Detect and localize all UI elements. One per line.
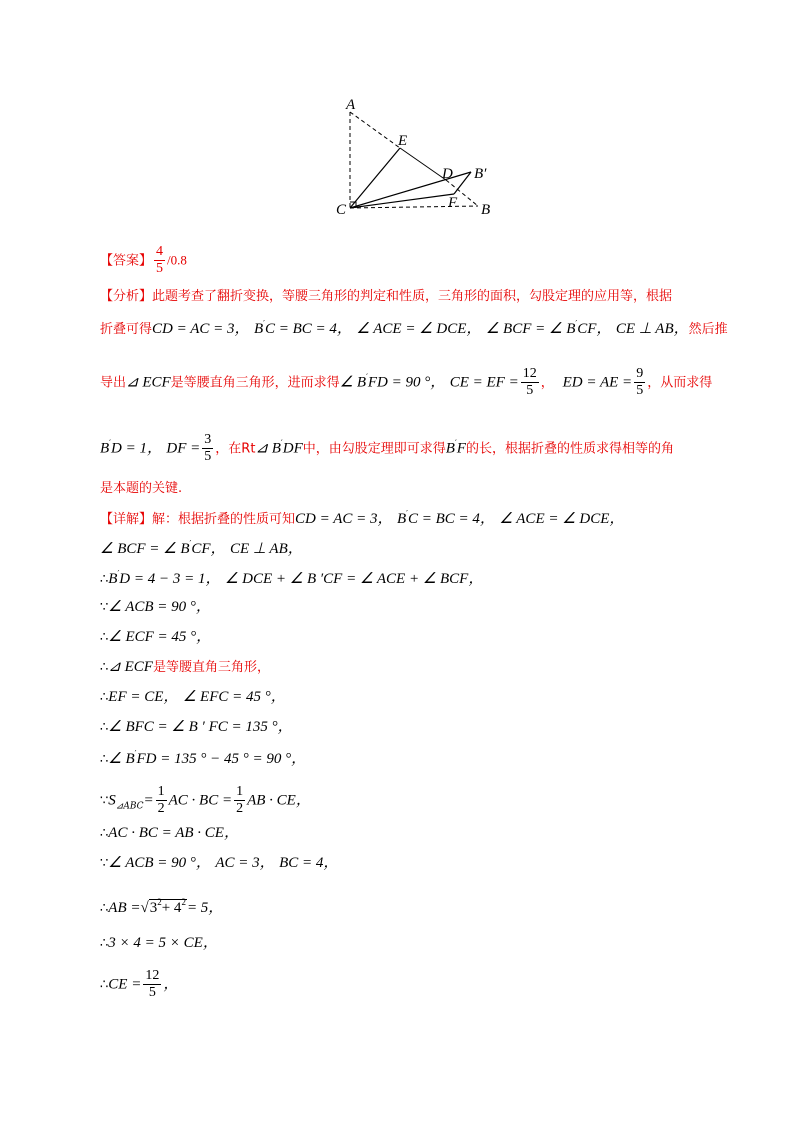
- detail-math: = 5，: [186, 900, 224, 916]
- detail-line-12: [100, 856, 338, 871]
- analysis-tag: 【分析】: [100, 289, 153, 304]
- analysis-text: 是等腰直角三角形，进而求得: [170, 375, 340, 391]
- analysis-math: DF =: [166, 440, 201, 457]
- fraction-num: 9: [636, 366, 644, 381]
- detail-line-10: [100, 784, 311, 817]
- detail-math: CE =: [108, 976, 142, 993]
- analysis-math: B: [253, 321, 264, 337]
- segment-cb: [350, 206, 478, 208]
- label-a: A: [346, 97, 356, 113]
- sqrt-term: + 4: [161, 900, 182, 916]
- analysis-line-4: B′D = 1， DF = $\frac{3}{5}$ ，在Rt⊿ B′DF中，由勾股定理即可求得B′F的长，根据折叠的性质求得相等的角: [100, 432, 674, 464]
- detail-math: FD = 135 ° − 45 ° = 90 °，: [136, 751, 307, 767]
- detail-line-5: [100, 630, 211, 645]
- detail-math: CF，: [191, 541, 226, 557]
- detail-math: ，: [163, 976, 179, 993]
- answer-numerator: 4: [156, 244, 164, 259]
- label-c: C: [336, 202, 347, 218]
- analysis-math: ⊿ ECF: [126, 374, 171, 391]
- fraction-3-5: [202, 432, 213, 465]
- detail-text: 是等腰直角三角形，: [152, 660, 270, 675]
- detail-math: ∠ BFC = ∠ B ′ FC = 135 °，: [108, 719, 293, 735]
- detail-line-9: ∴∠ B′FD = 135 ° − 45 ° = 90 °，: [100, 749, 307, 767]
- analysis-text: ，: [540, 375, 554, 391]
- analysis-text-1: 此题考查了翻折变换，等腰三角形的判定和性质，三角形的面积，勾股定理的应用等，根据: [152, 289, 673, 304]
- analysis-math: CD = AC = 3，: [152, 321, 250, 337]
- therefore-symbol: ∴: [100, 720, 109, 735]
- fraction-den: 5: [526, 383, 534, 398]
- sqrt-term: 3: [149, 900, 158, 916]
- fraction-num: 12: [145, 968, 160, 983]
- answer-fraction: [154, 244, 165, 277]
- analysis-line-3: 导出⊿ ECF是等腰直角三角形，进而求得∠ B′FD = 90 °， CE = EF = $\frac{12}{5}$ ， ED = AE = $\frac{9}{5}$ ，从而求得: [100, 366, 713, 398]
- analysis-line-5: [100, 482, 182, 495]
- answer-tag: 【答案】: [100, 253, 153, 269]
- detail-line-11: [100, 826, 239, 841]
- geometry-figure: [330, 90, 510, 225]
- analysis-math: DF: [282, 440, 303, 457]
- analysis-math: ∠ BCF = ∠ B: [485, 321, 576, 337]
- segment-ed: [400, 148, 446, 180]
- detail-math: AB =: [108, 900, 141, 916]
- detail-line-1: 【详解】解：根据折叠的性质可知CD = AC = 3， B′C = BC = 4， ∠ ACE = ∠ DCE，: [100, 509, 625, 527]
- label-b-prime: B′: [474, 166, 487, 182]
- answer-denominator: 5: [156, 261, 164, 276]
- fraction-den: 2: [236, 801, 244, 816]
- detail-math: ∠ ACB = 90 °，: [108, 599, 211, 615]
- detail-math: AC = 3，: [215, 855, 275, 871]
- detail-line-7: [100, 690, 286, 705]
- therefore-symbol: ∴: [100, 901, 109, 916]
- detail-math: C = BC = 4，: [407, 511, 495, 527]
- analysis-math: CE = EF =: [449, 374, 519, 391]
- detail-math: ⊿ ECF: [108, 659, 153, 675]
- triangle-diagram: [330, 90, 510, 225]
- analysis-text: 折叠可得: [100, 322, 153, 337]
- fraction-9-5: [634, 366, 645, 399]
- area-subscript: ⊿ABC: [115, 801, 144, 812]
- analysis-math: ⊿ B: [255, 440, 281, 457]
- detail-math: ∠ B: [108, 751, 135, 767]
- detail-math: EF = CE，: [108, 689, 179, 705]
- detail-math: ∠ ACE = ∠ DCE，: [499, 511, 625, 527]
- therefore-symbol: ∴: [100, 630, 109, 645]
- detail-line-8: [100, 720, 293, 735]
- because-symbol: ∵: [100, 793, 109, 809]
- analysis-line-2: 折叠可得CD = AC = 3， B′C = BC = 4， ∠ ACE = ∠ DCE， ∠ BCF = ∠ B′CF， CE ⊥ AB，然后推: [100, 319, 728, 337]
- fraction-one-half-2: [234, 784, 245, 817]
- therefore-symbol: ∴: [100, 936, 109, 951]
- fraction-12-5-final: [143, 968, 161, 1001]
- detail-math: D = 4 − 3 = 1，: [119, 571, 221, 587]
- detail-math: CD = AC = 3，: [295, 511, 393, 527]
- analysis-math: CE ⊥ AB，: [615, 321, 689, 337]
- detail-math: =: [143, 792, 154, 809]
- fraction-num: 12: [522, 366, 537, 381]
- answer-decimal: /0.8: [167, 252, 187, 268]
- fraction-den: 5: [204, 449, 212, 464]
- detail-math: BC = 4，: [279, 855, 339, 871]
- analysis-text: 是本题的关键.: [100, 481, 183, 496]
- analysis-math: C = BC = 4，: [264, 321, 352, 337]
- detail-math: 3 × 4 = 5 × CE，: [108, 935, 218, 951]
- because-symbol: ∵: [100, 600, 109, 615]
- label-b: B: [481, 202, 491, 218]
- detail-math: ∠ ECF = 45 °，: [108, 629, 212, 645]
- detail-line-3: ∴B′D = 4 − 3 = 1， ∠ DCE + ∠ B ′CF = ∠ ACE + ∠ BCF，: [100, 569, 484, 587]
- detail-math: AC · BC = AB · CE，: [108, 825, 239, 841]
- analysis-text: 中，由勾股定理即可求得: [302, 441, 446, 457]
- detail-math: AC · BC =: [168, 792, 233, 809]
- analysis-text: 然后推: [688, 322, 728, 337]
- segment-fb-prime: [454, 172, 471, 194]
- detail-math: B: [108, 571, 118, 587]
- fraction-num: 1: [157, 784, 165, 799]
- fraction-den: 5: [148, 985, 156, 1000]
- detail-math: AB · CE，: [247, 792, 311, 809]
- fraction-num: 1: [236, 784, 244, 799]
- analysis-line-1: [100, 290, 672, 303]
- therefore-symbol: ∴: [100, 752, 109, 767]
- therefore-symbol: ∴: [100, 826, 109, 841]
- analysis-math: ED = AE =: [562, 374, 633, 391]
- detail-text: 解：根据折叠的性质可知: [152, 512, 296, 527]
- analysis-math: CF，: [577, 321, 612, 337]
- detail-line-4: [100, 600, 211, 615]
- detail-math: S: [108, 792, 116, 809]
- exponent: 2: [157, 897, 162, 907]
- answer-line: [100, 244, 187, 277]
- analysis-text: ，从而求得: [647, 375, 713, 391]
- analysis-math: FD = 90 °，: [367, 374, 446, 391]
- therefore-symbol: ∴: [100, 977, 109, 993]
- detail-tag: 【详解】: [100, 512, 153, 527]
- sqrt-expression: [149, 899, 187, 916]
- label-f: F: [448, 195, 458, 211]
- therefore-symbol: ∴: [100, 690, 109, 705]
- fraction-num: 3: [204, 432, 212, 447]
- detail-math: B: [396, 511, 407, 527]
- analysis-text: 导出: [100, 375, 127, 391]
- analysis-math: B: [100, 440, 110, 457]
- segment-ce: [350, 148, 400, 208]
- analysis-math: ∠ ACE = ∠ DCE，: [356, 321, 482, 337]
- fraction-one-half: [156, 784, 167, 817]
- detail-math: ∠ EFC = 45 °，: [182, 689, 286, 705]
- detail-math: ∠ BCF = ∠ B: [100, 541, 190, 557]
- analysis-math: ∠ B: [339, 374, 367, 391]
- because-symbol: ∵: [100, 856, 109, 871]
- fraction-den: 5: [636, 383, 644, 398]
- detail-line-13: ∴AB $=√3^2+ 4^2= 5$，: [100, 897, 224, 916]
- detail-math: ∠ ACB = 90 °，: [108, 855, 211, 871]
- fraction-den: 2: [157, 801, 165, 816]
- detail-line-6: [100, 660, 270, 675]
- analysis-math: D = 1，: [111, 440, 162, 457]
- fraction-12-5: [521, 366, 539, 399]
- segment-ae: [350, 112, 400, 148]
- detail-line-15: [100, 968, 178, 1001]
- detail-line-2: ∠ BCF = ∠ B′CF， CE ⊥ AB，: [100, 539, 303, 557]
- therefore-symbol: ∴: [100, 660, 109, 675]
- label-d: D: [442, 166, 453, 182]
- analysis-math: F: [456, 440, 466, 457]
- detail-math: CE ⊥ AB，: [229, 541, 303, 557]
- exponent: 2: [181, 897, 186, 907]
- analysis-math: B: [445, 440, 455, 457]
- therefore-symbol: ∴: [100, 572, 109, 587]
- detail-line-14: [100, 936, 218, 951]
- detail-math: ∠ DCE + ∠ B ′CF = ∠ ACE + ∠ BCF，: [224, 571, 484, 587]
- label-e: E: [398, 133, 408, 149]
- analysis-text: 的长，根据折叠的性质求得相等的角: [465, 441, 674, 457]
- segment-cf: [350, 194, 454, 208]
- analysis-text: ，在Rt: [215, 441, 256, 457]
